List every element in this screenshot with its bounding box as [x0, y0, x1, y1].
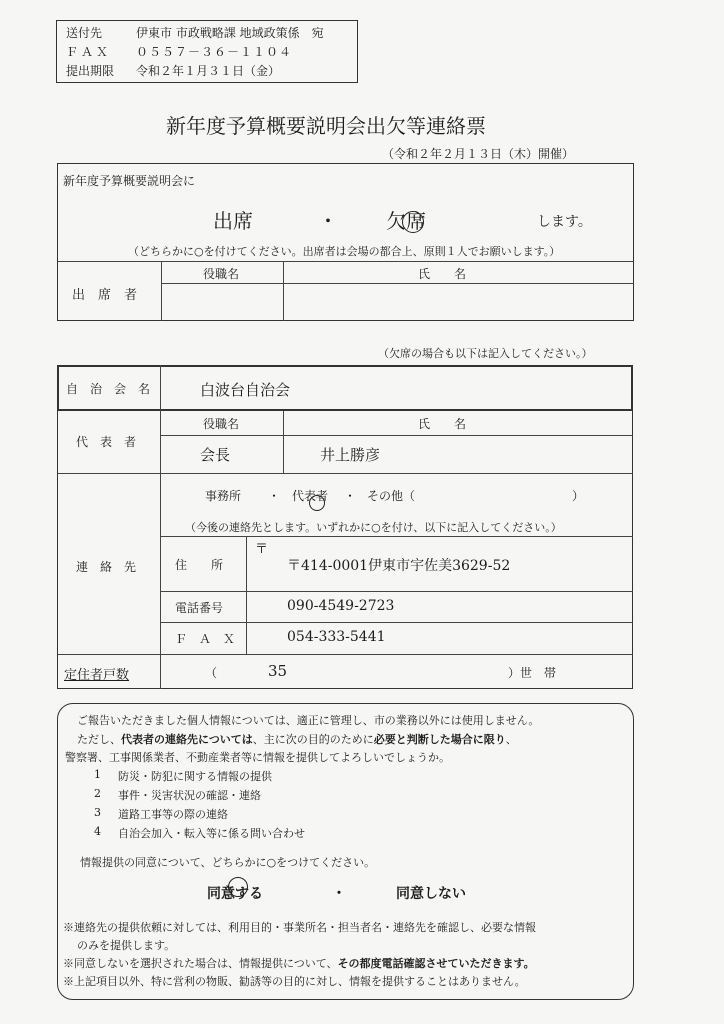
divider: [160, 591, 633, 592]
divider: [283, 411, 284, 473]
consent-condition-c: 、主に次の目的のために: [252, 733, 374, 746]
consent-condition-b: 代表者の連絡先については: [121, 733, 253, 746]
attendance-intro: 新年度予算概要説明会に: [63, 174, 196, 188]
contact-label: 連 絡 先: [76, 560, 137, 574]
divider: [160, 622, 633, 623]
consent-intro: ご報告いただきました個人情報については、適正に管理し、市の業務以外には使用しません。: [77, 714, 540, 727]
postal-mark: 〒: [255, 542, 269, 557]
consent-note-2a: ※同意しないを選択された場合は、情報提供について、: [63, 957, 338, 970]
sender-to-label: 送付先: [66, 26, 103, 40]
absent-note: （欠席の場合も以下は記入してください。）: [378, 347, 593, 360]
disagree-option[interactable]: 同意しない: [396, 886, 466, 902]
attendee-label: 出 席 者: [72, 288, 138, 303]
divider: [57, 654, 633, 655]
representative-label: 代 表 者: [76, 435, 137, 449]
address-value[interactable]: 〒414-0001伊東市宇佐美3629-52: [287, 558, 511, 574]
consent-condition-a: ただし、: [77, 733, 121, 746]
consent-note-3: ※上記項目以外、特に営利の物販、勧誘等の目的に対し、情報を提供することはありません。: [63, 975, 526, 988]
representative-name-header: 氏 名: [418, 417, 467, 431]
attendee-title-header: 役職名: [203, 267, 240, 281]
representative-selection-circle: [309, 495, 325, 511]
divider: [161, 261, 162, 321]
consent-note-2: [63, 955, 535, 971]
phone-label: 電話番号: [175, 601, 224, 615]
purpose-text: 道路工事等の際の連絡: [118, 808, 228, 821]
fax-label: ＦＡＸ: [175, 632, 248, 646]
attendee-name-header: 氏 名: [418, 267, 467, 281]
representative-title-value[interactable]: 会長: [200, 446, 231, 464]
households-open: （: [205, 666, 218, 680]
purpose-num: 2: [94, 787, 101, 800]
agree-selection-circle: [228, 877, 248, 897]
absent-option[interactable]: 欠席: [386, 209, 426, 233]
purpose-text: 事件・災害状況の確認・連絡: [118, 789, 261, 802]
consent-note-2b: その都度電話確認させていただきます。: [337, 957, 535, 970]
attendance-note: （どちらかに○を付けてください。出席者は会場の都合上、原則１人でお願いします。）: [128, 245, 561, 258]
sender-fax-value: ０５５７－３６－１１０４: [136, 45, 293, 59]
purpose-num: 1: [94, 768, 101, 781]
association-value[interactable]: 白波台自治会: [200, 381, 291, 399]
sender-deadline-value: 令和２年１月３１日（金）: [136, 64, 281, 78]
attend-separator: ・: [318, 209, 338, 233]
attend-option[interactable]: 出席: [213, 209, 253, 233]
contact-option-representative[interactable]: 代表者: [292, 489, 329, 503]
contact-option-office[interactable]: 事務所: [205, 489, 242, 503]
fax-value[interactable]: 054-333-5441: [287, 629, 386, 645]
consent-note-1-cont: のみを提供します。: [77, 939, 176, 952]
divider: [283, 261, 284, 321]
contact-option-other-close: ）: [572, 489, 585, 503]
divider: [57, 473, 633, 474]
address-label: 住 所: [175, 558, 224, 572]
sender-fax-label: ＦＡＸ: [66, 45, 112, 59]
sender-deadline-label: 提出期限: [66, 64, 115, 78]
meeting-date: （令和２年２月１３日（木）開催）: [382, 147, 575, 161]
consent-instruction: 情報提供の同意について、どちらかに○をつけてください。: [80, 856, 376, 869]
consent-condition-d: 必要と判断した場合に限り: [373, 733, 506, 746]
contact-separator: ・: [268, 489, 281, 503]
purpose-num: 3: [94, 806, 101, 819]
purpose-text: 自治会加入・転入等に係る問い合わせ: [118, 827, 305, 840]
divider: [161, 283, 634, 284]
association-label: 自 治 会 名: [66, 382, 151, 396]
divider: [160, 435, 633, 436]
purpose-num: 4: [94, 825, 101, 838]
contact-option-other[interactable]: その他（: [367, 489, 416, 503]
consent-question-text: 警察署、工事関係業者、不動産業者等に情報を提供してよろしいでしょうか。: [65, 751, 450, 764]
representative-name-value[interactable]: 井上勝彦: [320, 446, 381, 464]
households-label: 定住者戸数: [64, 668, 130, 683]
divider: [160, 365, 161, 689]
divider: [57, 261, 634, 262]
consent-condition-e: 、: [505, 733, 517, 746]
form-title: 新年度予算概要説明会出欠等連絡票: [166, 114, 486, 138]
consent-note-1: ※連絡先の提供依頼に対しては、利用目的・事業所名・担当者名・連絡先を確認し、必要な情報: [63, 921, 536, 934]
absent-selection-circle: [402, 211, 424, 233]
divider: [160, 536, 633, 537]
households-unit: ）世 帯: [508, 666, 557, 680]
agree-option[interactable]: 同意する: [207, 886, 263, 902]
households-value[interactable]: 35: [268, 662, 288, 680]
sender-to-value: 伊東市 市政戦略課 地域政策係 宛: [136, 26, 324, 40]
representative-title-header: 役職名: [203, 417, 240, 431]
contact-separator: ・: [344, 489, 357, 503]
purpose-text: 防災・防犯に関する情報の提供: [118, 770, 272, 783]
consent-condition: [77, 731, 517, 747]
consent-separator: ・: [332, 886, 346, 902]
contact-note: （今後の連絡先とします。いずれかに○を付け、以下に記入してください。）: [185, 521, 562, 534]
phone-value[interactable]: 090-4549-2723: [287, 598, 395, 614]
will-text: します。: [537, 214, 592, 230]
